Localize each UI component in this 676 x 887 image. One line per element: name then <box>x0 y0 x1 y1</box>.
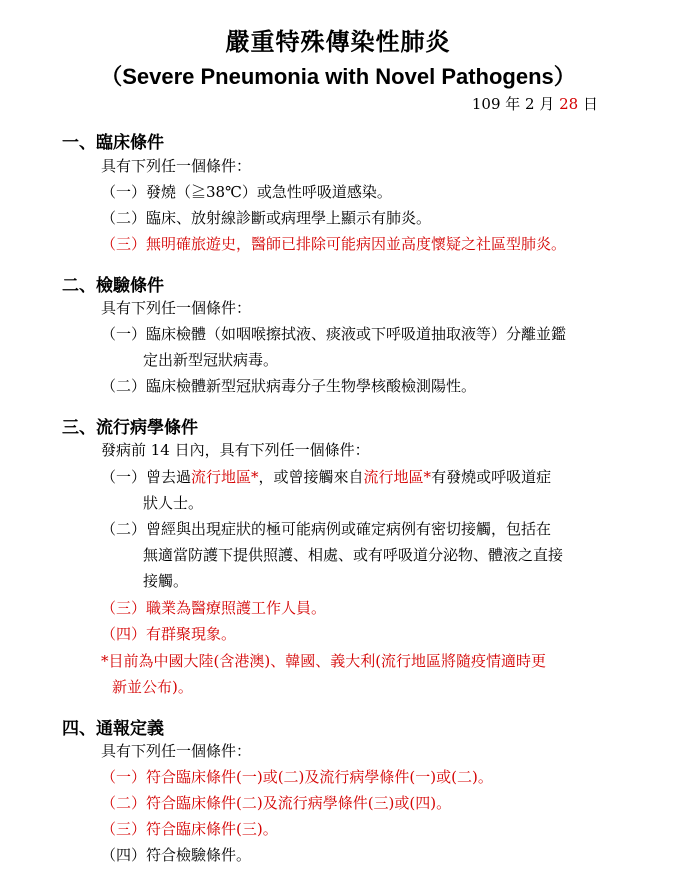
text-segment: 有發燒或呼吸道症 <box>431 468 552 486</box>
list-item-continued: 定出新型冠狀病毒。 <box>143 351 279 369</box>
document-title: 嚴重特殊傳染性肺炎 <box>225 27 451 56</box>
date-suffix: 日 <box>578 95 598 113</box>
list-item-continued: 無適當防護下提供照護、相處、或有呼吸道分泌物、體液之直接 <box>143 546 564 564</box>
document-date <box>472 93 598 114</box>
footnote-continued: 新並公布)。 <box>112 678 193 696</box>
list-item: （一）發燒（≧38℃）或急性呼吸道感染。 <box>101 183 392 201</box>
footnote: *目前為中國大陸(含港澳)、韓國、義大利(流行地區將隨疫情適時更 <box>101 652 547 670</box>
section-heading-clinical: 一、臨床條件 <box>62 133 164 153</box>
section-intro: 具有下列任一個條件： <box>101 157 252 175</box>
section-intro: 具有下列任一個條件： <box>101 742 252 760</box>
date-prefix: 109 年 2 月 <box>471 95 560 113</box>
list-item: （二）臨床、放射線診斷或病理學上顯示有肺炎。 <box>101 209 432 227</box>
list-item-continued: 接觸。 <box>143 572 189 590</box>
list-item: （三）符合臨床條件(三)。 <box>101 820 278 838</box>
list-item: （三）無明確旅遊史，醫師已排除可能病因並高度懷疑之社區型肺炎。 <box>101 235 567 253</box>
date-day: 28 <box>559 95 579 113</box>
list-item: （三）職業為醫療照護工作人員。 <box>101 599 327 617</box>
list-item: （一）符合臨床條件(一)或(二)及流行病學條件(一)或(二)。 <box>101 768 493 786</box>
list-item-continued: 狀人士。 <box>143 494 204 512</box>
section-heading-reporting: 四、通報定義 <box>62 719 164 739</box>
text-segment: （一）曾去過 <box>101 468 192 486</box>
list-item: （二）曾經與出現症狀的極可能病例或確定病例有密切接觸，包括在 <box>101 520 552 538</box>
section-intro: 發病前 14 日內，具有下列任一個條件： <box>101 441 370 459</box>
list-item: （二）臨床檢體新型冠狀病毒分子生物學核酸檢測陽性。 <box>101 377 477 395</box>
list-item: （二）符合臨床條件(二)及流行病學條件(三)或(四)。 <box>101 794 452 812</box>
section-heading-lab: 二、檢驗條件 <box>62 276 164 296</box>
document-subtitle: （Severe Pneumonia with Novel Pathogens） <box>100 64 576 89</box>
section-heading-epidemiology: 三、流行病學條件 <box>62 418 198 438</box>
list-item: （四）符合檢驗條件。 <box>101 846 252 864</box>
list-item: （一）臨床檢體（如咽喉擦拭液、痰液或下呼吸道抽取液等）分離並鑑 <box>101 325 567 343</box>
list-item: （四）有群聚現象。 <box>101 625 237 643</box>
epidemic-area-term: 流行地區* <box>363 468 432 486</box>
section-intro: 具有下列任一個條件： <box>101 299 252 317</box>
text-segment: ，或曾接觸來自 <box>258 468 364 486</box>
list-item <box>101 468 551 486</box>
epidemic-area-term: 流行地區* <box>191 468 259 486</box>
